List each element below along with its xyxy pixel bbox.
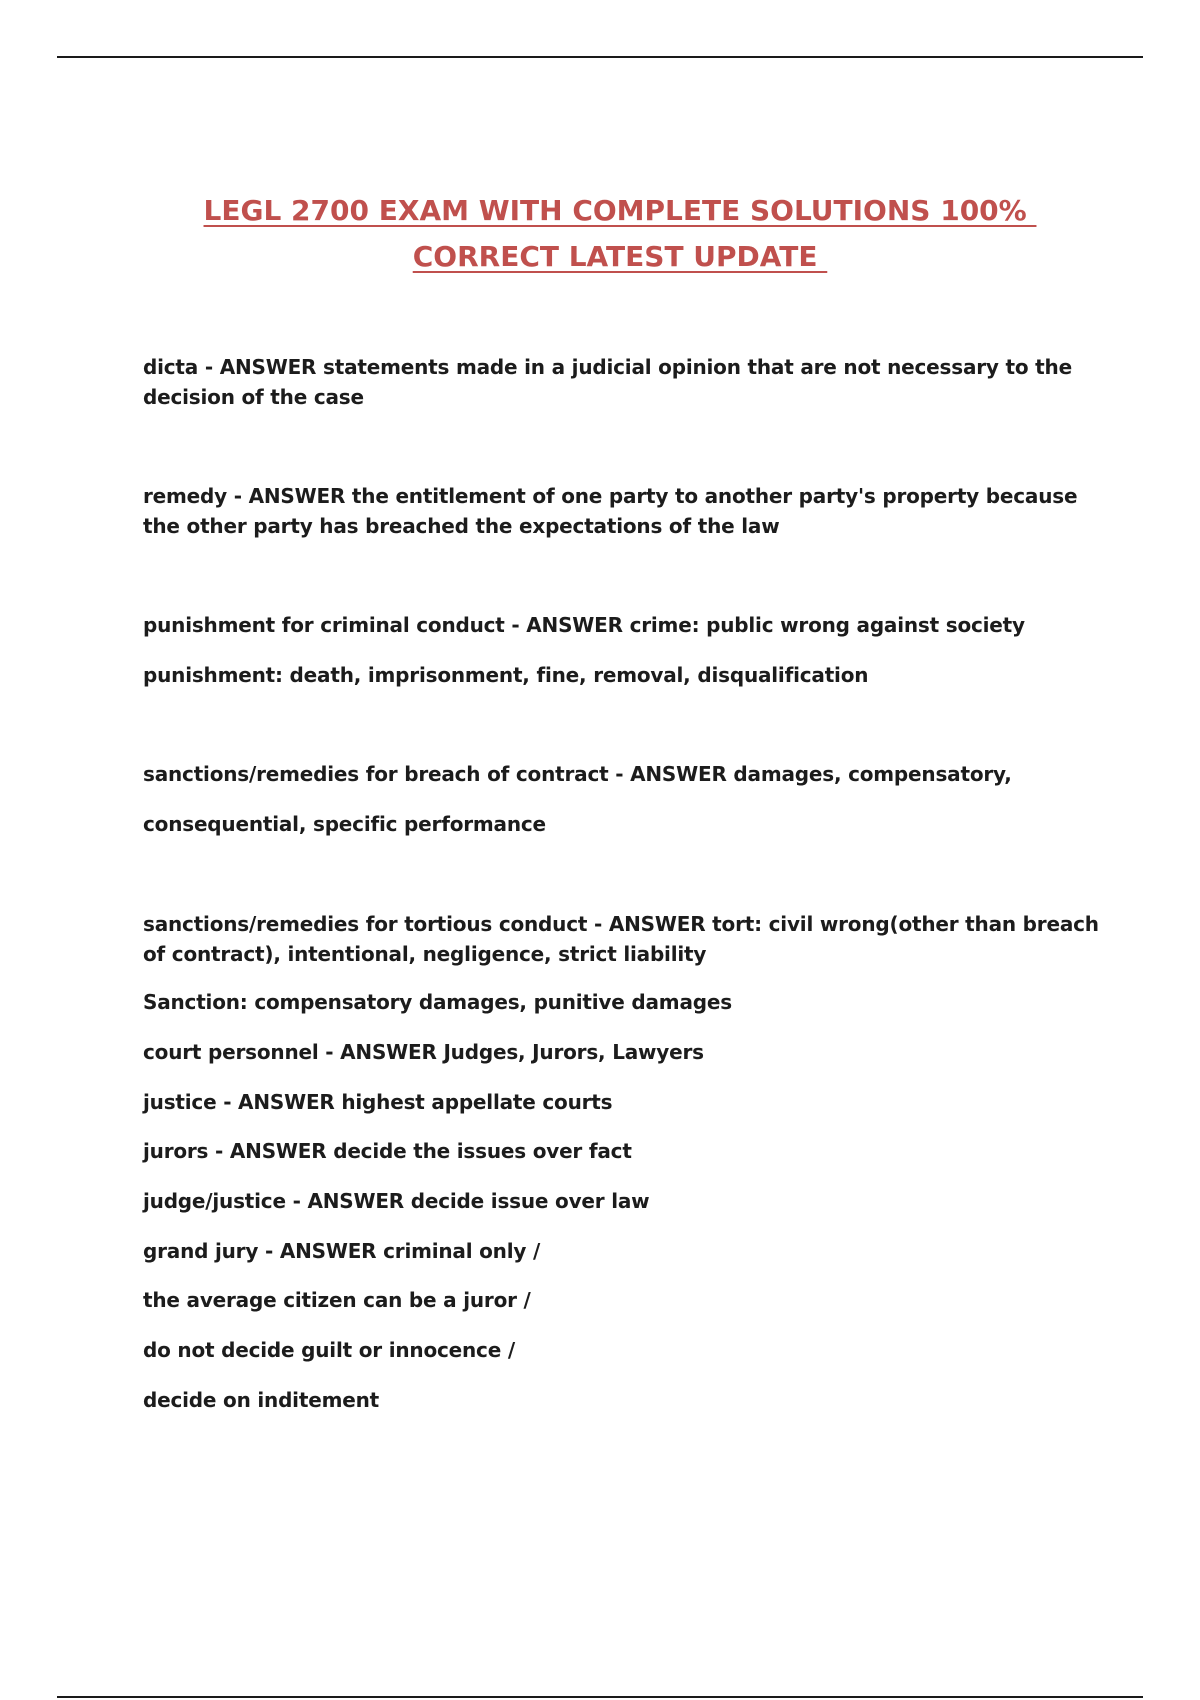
entry-grand-jury: grand jury - ANSWER criminal only / bbox=[143, 1239, 541, 1263]
entry-breach-of-contract: sanctions/remedies for breach of contract - ANSWER damages, compensatory, bbox=[143, 762, 1012, 786]
entry-average-citizen: the average citizen can be a juror / bbox=[143, 1288, 531, 1312]
entry-judge-justice: judge/justice - ANSWER decide issue over law bbox=[143, 1189, 650, 1213]
entry-tortious-conduct: sanctions/remedies for tortious conduct - ANSWER tort: civil wrong(other than breach of contract), intentional, negligence, strict liability bbox=[143, 912, 1099, 966]
entry-court-personnel: court personnel - ANSWER Judges, Jurors, Lawyers bbox=[143, 1040, 704, 1064]
entry-punishment-criminal-conduct: punishment for criminal conduct - ANSWER crime: public wrong against society bbox=[143, 613, 1025, 637]
entry-dicta: dicta - ANSWER statements made in a judicial opinion that are not necessary to the decision of the case bbox=[143, 355, 1072, 409]
document-title-line-2: CORRECT LATEST UPDATE bbox=[412, 240, 828, 273]
document-title-line-1: LEGL 2700 EXAM WITH COMPLETE SOLUTIONS 100% bbox=[203, 194, 1037, 227]
entry-remedy: remedy - ANSWER the entitlement of one party to another party's property because the other party has breached the expectations of the law bbox=[143, 484, 1078, 538]
top-rule bbox=[57, 56, 1143, 58]
entry-jurors: jurors - ANSWER decide the issues over fact bbox=[143, 1139, 632, 1163]
entry-guilt-innocence: do not decide guilt or innocence / bbox=[143, 1338, 515, 1362]
entry-punishment-list: punishment: death, imprisonment, fine, removal, disqualification bbox=[143, 663, 869, 687]
entry-sanction: Sanction: compensatory damages, punitive damages bbox=[143, 990, 732, 1014]
entry-justice: justice - ANSWER highest appellate courts bbox=[143, 1090, 613, 1114]
entry-inditement: decide on inditement bbox=[143, 1388, 379, 1412]
bottom-rule bbox=[57, 1696, 1143, 1698]
entry-breach-of-contract-cont: consequential, specific performance bbox=[143, 812, 546, 836]
